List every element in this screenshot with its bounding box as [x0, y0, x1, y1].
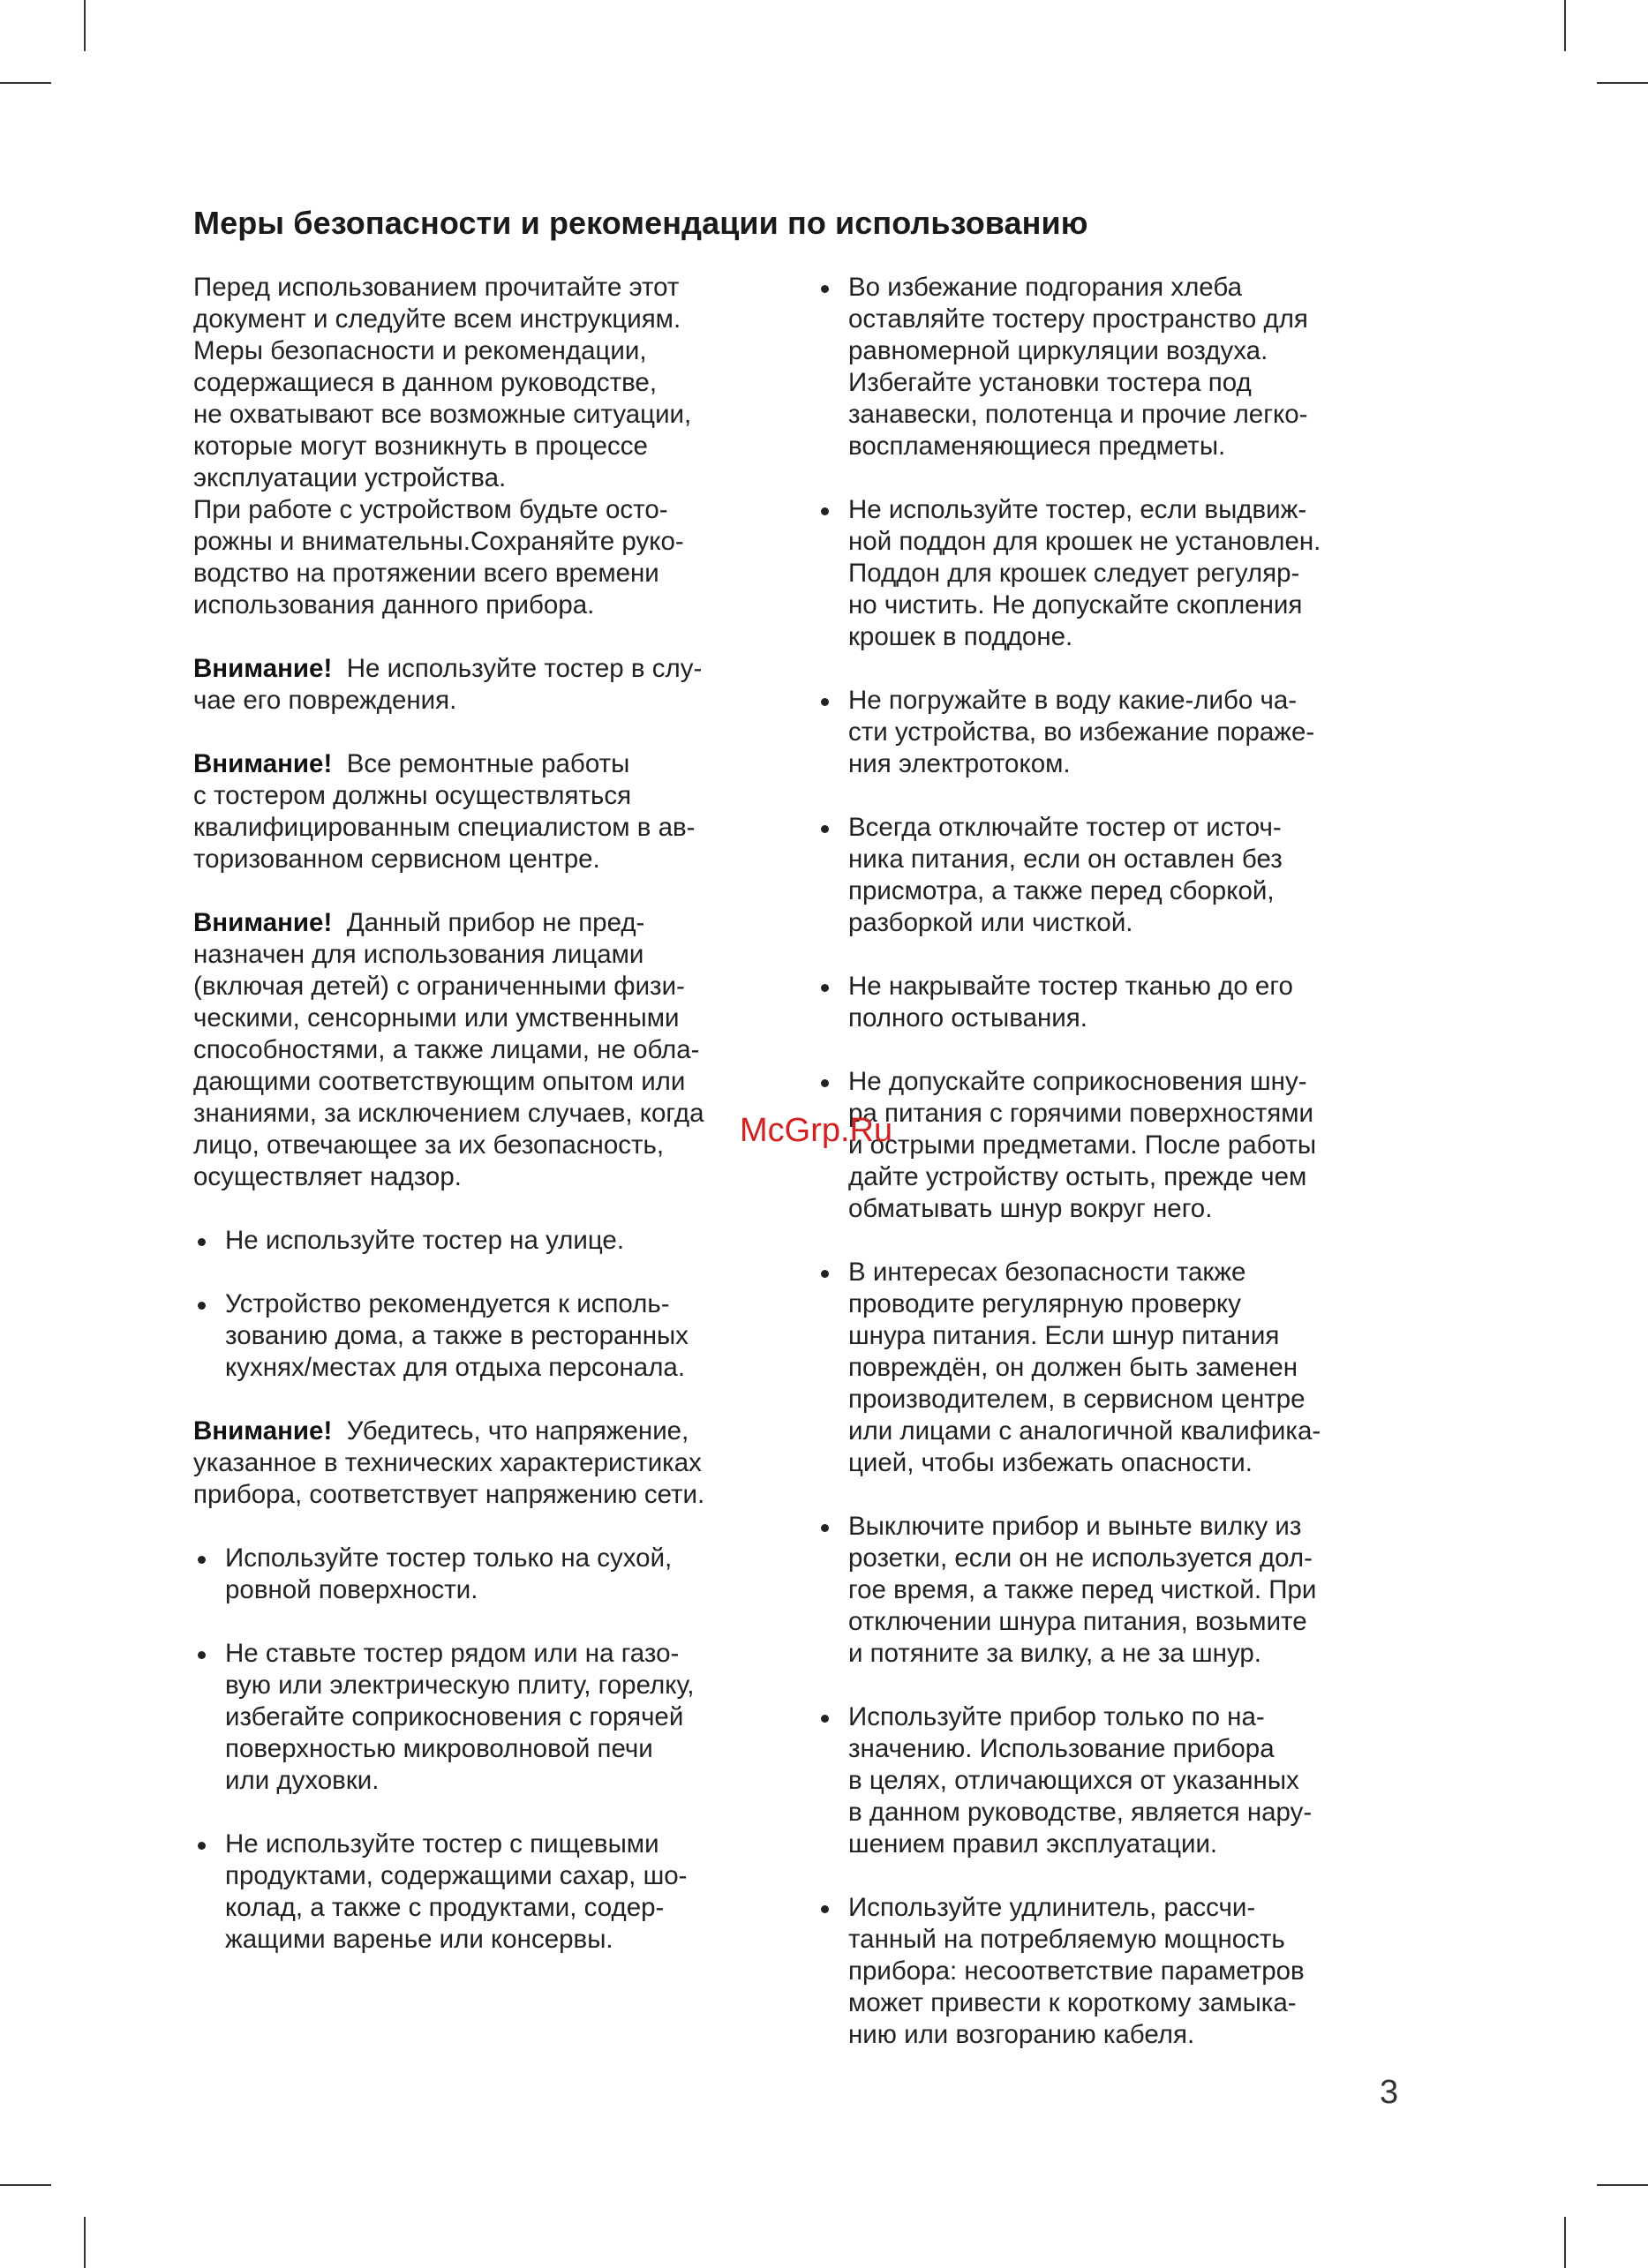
text-line: Не погружайте в воду какие-либо ча-: [848, 686, 1298, 715]
list-item: [193, 1225, 794, 1257]
text-line: лицо, отвечающее за их безопасность,: [193, 1130, 665, 1160]
text-line: [193, 1416, 794, 1447]
text-line: рожны и внимательны.Сохраняйте руко-: [193, 527, 684, 556]
text-line: В интересах безопасности также: [848, 1258, 1246, 1287]
text-line: повреждён, он должен быть заменен: [848, 1353, 1298, 1382]
warning-text: Данный прибор не пред-: [346, 908, 645, 937]
text-line: или духовки.: [225, 1766, 380, 1795]
text-line: Используйте тостер только на сухой,: [225, 1543, 673, 1573]
text-line: прибора, соответствует напряжению сети.: [193, 1480, 705, 1509]
text-line: Используйте прибор только по на-: [848, 1702, 1265, 1731]
text-line: эксплуатации устройства.: [193, 463, 507, 492]
text-line: колад, а также с продуктами, содер-: [225, 1893, 665, 1922]
warning-repair: [193, 748, 794, 875]
text-line: воспламеняющиеся предметы.: [848, 432, 1226, 461]
text-line: и острыми предметами. После работы: [848, 1130, 1317, 1160]
text-line: Не используйте тостер, если выдвиж-: [848, 495, 1307, 524]
warning-label: Внимание!: [193, 1416, 333, 1446]
text-line: (включая детей) с ограниченными физи-: [193, 972, 685, 1001]
text-line: может привести к короткому замыка-: [848, 1988, 1297, 2017]
text-line: ния электротоком.: [848, 749, 1071, 778]
text-line: проводите регулярную проверку: [848, 1289, 1241, 1318]
text-line: сти устройства, во избежание пораже-: [848, 717, 1315, 747]
text-line: Используйте удлинитель, рассчи-: [848, 1893, 1256, 1922]
bullet-list: [816, 272, 1417, 2051]
text-line: чае его повреждения.: [193, 686, 457, 715]
warning-voltage: [193, 1416, 794, 1511]
text-line: прибора: несоответствие параметров: [848, 1956, 1305, 1986]
watermark: McGrp.Ru: [740, 1112, 893, 1149]
text-line: розетки, если он не используется дол-: [848, 1543, 1313, 1573]
warning-text: Все ремонтные работы: [346, 749, 630, 778]
text-line: Поддон для крошек следует регуляр-: [848, 559, 1300, 588]
warning-label: Внимание!: [193, 908, 333, 937]
list-item: [816, 685, 1417, 780]
text-line: не охватывают все возможные ситуации,: [193, 400, 692, 429]
text-line: Избегайте установки тостера под: [848, 368, 1252, 397]
text-line: но чистить. Не допускайте скопления: [848, 590, 1303, 620]
text-line: значению. Использование прибора: [848, 1734, 1275, 1763]
text-line: Перед использованием прочитайте этот: [193, 273, 680, 302]
page-title: Меры безопасности и рекомендации по использованию: [193, 205, 1088, 241]
crop-mark: [0, 82, 51, 84]
warning-label: Внимание!: [193, 749, 333, 778]
text-line: Устройство рекомендуется к исполь-: [225, 1289, 670, 1318]
text-line: шнура питания. Если шнур питания: [848, 1321, 1280, 1350]
text-line: указанное в технических характеристиках: [193, 1448, 702, 1477]
text-line: обматывать шнур вокруг него.: [848, 1194, 1213, 1223]
text-line: с тостером должны осуществляться: [193, 781, 632, 810]
text-line: оставляйте тостеру пространство для: [848, 304, 1308, 334]
text-line: отключении шнура питания, возьмите: [848, 1607, 1307, 1636]
text-line: танный на потребляемую мощность: [848, 1925, 1285, 1954]
text-line: документ и следуйте всем инструкциям.: [193, 304, 681, 334]
warning-abilities: [193, 907, 794, 1193]
crop-mark: [0, 2184, 51, 2186]
crop-mark: [1597, 82, 1648, 84]
text-line: Во избежание подгорания хлеба: [848, 273, 1242, 302]
text-line: Меры безопасности и рекомендации,: [193, 336, 647, 365]
text-line: Не ставьте тостер рядом или на газо-: [225, 1639, 680, 1668]
text-line: или лицами с аналогичной квалифика-: [848, 1416, 1321, 1446]
crop-mark: [84, 0, 86, 51]
text-line: гое время, а также перед чисткой. При: [848, 1575, 1317, 1604]
text-line: Выключите прибор и выньте вилку из: [848, 1512, 1302, 1541]
text-line: нию или возгоранию кабеля.: [848, 2020, 1195, 2049]
text-line: и потяните за вилку, а не за шнур.: [848, 1639, 1261, 1668]
list-item: [816, 1892, 1417, 2051]
text-line: ровной поверхности.: [225, 1575, 478, 1604]
text-line: ра питания с горячими поверхностями: [848, 1099, 1313, 1128]
list-item: [816, 1257, 1417, 1479]
crop-mark: [1564, 2217, 1566, 2268]
text-line: [193, 748, 794, 780]
left-column: [193, 272, 794, 1987]
list-item: [193, 1543, 794, 1606]
bullet-list: [193, 1543, 794, 1956]
text-line: дающими соответствующим опытом или: [193, 1067, 686, 1096]
list-item: [193, 1288, 794, 1384]
text-line: знаниями, за исключением случаев, когда: [193, 1099, 704, 1128]
text-line: ной поддон для крошек не установлен.: [848, 527, 1321, 556]
text-line: производителем, в сервисном центре: [848, 1385, 1306, 1414]
list-item: [816, 812, 1417, 939]
text-line: содержащиеся в данном руководстве,: [193, 368, 658, 397]
text-line: назначен для использования лицами: [193, 940, 644, 969]
text-line: способностями, а также лицами, не обла-: [193, 1035, 700, 1064]
text-line: торизованном сервисном центре.: [193, 845, 600, 874]
text-line: квалифицированным специалистом в ав-: [193, 813, 696, 842]
bullet-list: [193, 1225, 794, 1384]
text-line: Не используйте тостер на улице.: [225, 1226, 625, 1255]
list-item: [193, 1829, 794, 1956]
list-item: [816, 1701, 1417, 1860]
crop-mark: [84, 2217, 86, 2268]
list-item: [816, 971, 1417, 1034]
warning-damage: [193, 653, 794, 717]
text-line: кухнях/местах для отдыха персонала.: [225, 1353, 686, 1382]
text-line: разборкой или чисткой.: [848, 908, 1133, 937]
text-line: использования данного прибора.: [193, 590, 595, 620]
text-line: водство на протяжении всего времени: [193, 559, 659, 588]
text-line: в данном руководстве, является нару-: [848, 1798, 1313, 1827]
text-line: жащими варенье или консервы.: [225, 1925, 613, 1954]
list-item: [193, 1638, 794, 1797]
warning-text: Не используйте тостер в слу-: [346, 654, 703, 683]
text-line: осуществляет надзор.: [193, 1162, 462, 1191]
text-line: Не используйте тостер с пищевыми: [225, 1829, 659, 1859]
text-line: вую или электрическую плиту, горелку,: [225, 1671, 695, 1700]
text-line: Не допускайте соприкосновения шну-: [848, 1067, 1307, 1096]
text-line: ника питания, если он оставлен без: [848, 845, 1283, 874]
crop-mark: [1597, 2184, 1648, 2186]
text-line: поверхностью микроволновой печи: [225, 1734, 653, 1763]
list-item: [816, 1066, 1417, 1225]
page-number: 3: [1380, 2074, 1399, 2111]
text-line: При работе с устройством будьте осто-: [193, 495, 668, 524]
text-line: которые могут возникнуть в процессе: [193, 432, 648, 461]
text-line: Не накрывайте тостер тканью до его: [848, 972, 1293, 1001]
text-line: [193, 907, 794, 939]
text-line: избегайте соприкосновения с горячей: [225, 1702, 684, 1731]
text-line: занавески, полотенца и прочие легко-: [848, 400, 1308, 429]
list-item: [816, 272, 1417, 462]
warning-text: Убедитесь, что напряжение,: [346, 1416, 689, 1446]
intro-paragraph: [193, 272, 794, 621]
list-item: [816, 494, 1417, 653]
text-line: зованию дома, а также в ресторанных: [225, 1321, 689, 1350]
text-line: [193, 653, 794, 685]
text-line: продуктами, содержащими сахар, шо-: [225, 1861, 688, 1890]
list-item: [816, 1511, 1417, 1670]
text-line: в целях, отличающихся от указанных: [848, 1766, 1299, 1795]
right-column: [816, 272, 1417, 2083]
text-line: полного остывания.: [848, 1003, 1087, 1033]
crop-mark: [1564, 0, 1566, 51]
text-line: Всегда отключайте тостер от источ-: [848, 813, 1282, 842]
text-line: дайте устройству остыть, прежде чем: [848, 1162, 1307, 1191]
text-line: присмотра, а также перед сборкой,: [848, 876, 1275, 905]
text-line: цией, чтобы избежать опасности.: [848, 1448, 1253, 1477]
warning-label: Внимание!: [193, 654, 333, 683]
text-line: ческими, сенсорными или умственными: [193, 1003, 680, 1033]
text-line: шением правил эксплуатации.: [848, 1829, 1218, 1859]
text-line: равномерной циркуляции воздуха.: [848, 336, 1268, 365]
text-line: крошек в поддоне.: [848, 622, 1073, 651]
